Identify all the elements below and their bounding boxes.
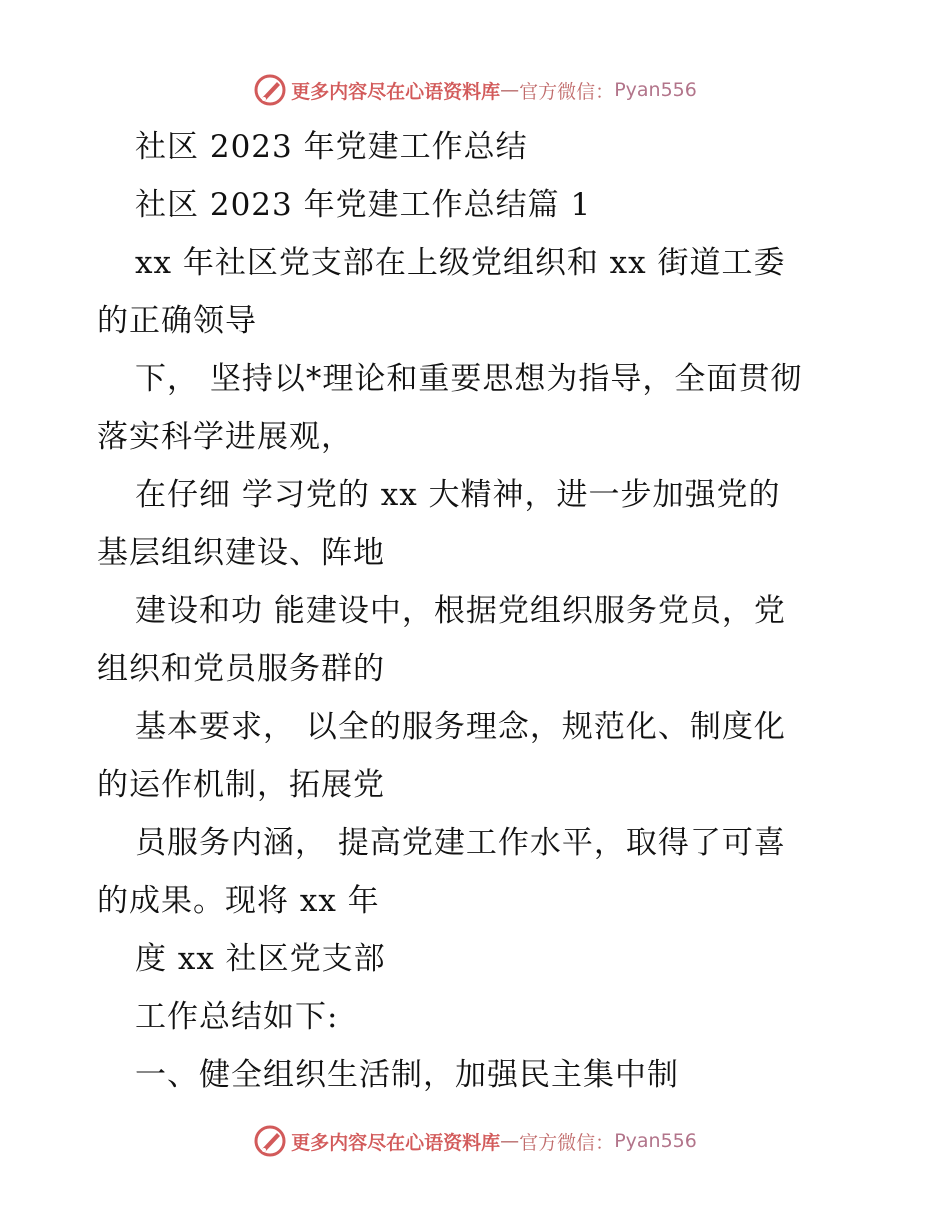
paragraph-line: 基本要求， 以全的服务理念，规范化、制度化	[135, 709, 786, 745]
document-body	[97, 118, 857, 1104]
watermark-wechat-id: Pyan556	[614, 1130, 697, 1152]
pen-logo-icon	[253, 1124, 287, 1158]
paragraph-line: 下， 坚持以*理论和重要思想为指导，全面贯彻	[135, 361, 803, 397]
document-title: 社区 2023 年党建工作总结	[135, 129, 528, 165]
paragraph-line: 员服务内涵， 提高党建工作水平，取得了可喜	[135, 825, 786, 861]
paragraph-line: 工作总结如下:	[135, 999, 339, 1035]
watermark-wechat-label: 官方微信：	[519, 80, 615, 103]
watermark-text: 更多内容尽在心语资料库	[291, 80, 501, 103]
pen-logo-icon	[253, 73, 287, 107]
paragraph-line: 在仔细 学习党的 xx 大精神，进一步加强党的	[135, 477, 781, 513]
watermark-wechat-id: Pyan556	[614, 79, 697, 101]
footer-watermark	[0, 1121, 950, 1161]
paragraph-line: xx 年社区党支部在上级党组织和 xx 街道工委	[135, 245, 786, 281]
watermark-dash: —	[500, 1130, 520, 1152]
watermark-wechat-label: 官方微信：	[519, 1131, 615, 1154]
header-watermark	[0, 70, 950, 110]
paragraph-line: 建设和功 能建设中，根据党组织服务党员，党	[135, 593, 786, 629]
paragraph-line: 的成果。现将 xx 年	[97, 883, 380, 919]
document-subtitle: 社区 2023 年党建工作总结篇 1	[135, 187, 592, 223]
paragraph-line: 组织和党员服务群的	[97, 651, 385, 687]
section-heading: 一、健全组织生活制，加强民主集中制	[135, 1057, 679, 1093]
watermark-dash: —	[500, 79, 520, 101]
paragraph-line: 的运作机制，拓展党	[97, 767, 385, 803]
paragraph-line: 落实科学进展观，	[97, 419, 353, 455]
paragraph-line: 的正确领导	[97, 303, 257, 339]
paragraph-line: 基层组织建设、阵地	[97, 535, 385, 571]
watermark-text: 更多内容尽在心语资料库	[291, 1131, 501, 1154]
paragraph-line: 度 xx 社区党支部	[135, 941, 386, 977]
